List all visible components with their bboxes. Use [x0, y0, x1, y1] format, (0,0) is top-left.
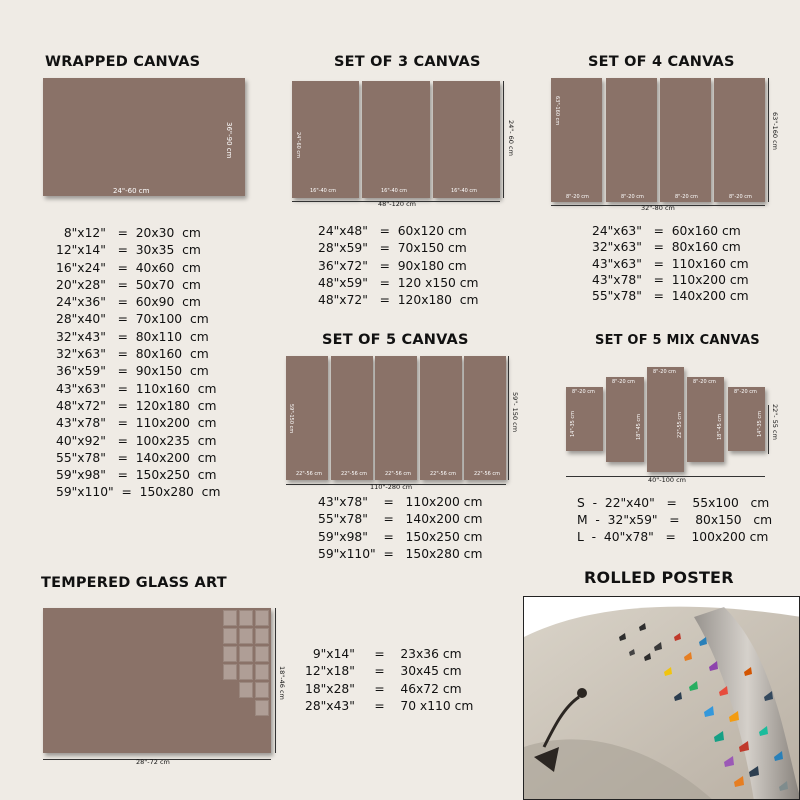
list-item: 59"x98" = 150x250 cm	[56, 468, 217, 483]
list-item: 43"x78" = 110x200 cm	[56, 416, 217, 431]
wrapped-size-list	[56, 226, 220, 503]
list-item: S - 22"x40" = 55x100 cm	[577, 496, 770, 510]
list-item: 43"x78" = 110x200 cm	[318, 495, 483, 509]
set5-panel-2	[331, 356, 373, 480]
mix5-panel-width-label: 8"-20 cm	[734, 389, 757, 395]
list-item: 18"x28" = 46x72 cm	[305, 681, 462, 696]
rolled-poster-illustration	[524, 597, 800, 800]
list-item: 9"x14" = 23x36 cm	[305, 647, 462, 661]
set3-panel-width-label: 16"-40 cm	[310, 188, 337, 194]
wrapped-height-label: 36"-90 cm	[225, 122, 233, 159]
set5-size-list	[318, 495, 482, 564]
list-item: 8"x12" = 20x30 cm	[56, 226, 201, 240]
set5-panel-width-label: 22"-56 cm	[430, 471, 457, 477]
rolled-poster-image	[523, 596, 800, 800]
list-item: 28"x59" = 70x150 cm	[318, 241, 467, 256]
set3-total-height-label: 24"- 60 cm	[507, 120, 515, 156]
list-item: 32"x43" = 80x110 cm	[56, 329, 209, 344]
set4-panel-width-label: 8"-20 cm	[675, 194, 698, 200]
set4-panel-width-label: 8"-20 cm	[621, 194, 644, 200]
set3-panel-3	[433, 81, 500, 198]
list-item: 55"x78" = 140x200 cm	[56, 450, 217, 465]
poster-title: ROLLED POSTER	[584, 568, 734, 587]
list-item: L - 40"x78" = 100x200 cm	[577, 530, 769, 544]
set3-height-line	[503, 81, 504, 198]
list-item: 43"x78" = 110x200 cm	[592, 272, 749, 287]
mix5-tall-height-label: 22"-55 cm	[677, 411, 683, 438]
list-item: M - 32"x59" = 80x150 cm	[577, 513, 773, 527]
list-item: 16"x24" = 40x60 cm	[56, 260, 201, 275]
set5-panel-width-label: 22"-56 cm	[296, 471, 323, 477]
set4-panel-4	[714, 78, 765, 202]
mix5-small-height-label: 14"-35 cm	[757, 410, 763, 437]
set3-total-width-label: 48"-120 cm	[378, 200, 416, 208]
set5-height-line	[508, 356, 509, 480]
list-item: 28"x43" = 70 x110 cm	[305, 698, 474, 713]
list-item: 12"x14" = 30x35 cm	[56, 243, 201, 258]
list-item: 59"x98" = 150x250 cm	[318, 529, 483, 544]
list-item: 32"x63" = 80x160 cm	[56, 347, 209, 362]
set4-panel-height-label: 63"-160 cm	[554, 96, 560, 126]
list-item: 32"x63" = 80x160 cm	[592, 240, 741, 255]
set4-size-list	[592, 224, 749, 305]
list-item: 12"x18" = 30x45 cm	[305, 664, 462, 679]
set3-panel-2	[362, 81, 430, 198]
wrapped-width-label: 24"-60 cm	[113, 187, 150, 195]
set5-panel-4	[420, 356, 462, 480]
glass-panel	[43, 608, 271, 753]
glass-size-list	[305, 647, 473, 716]
list-item: 59"x110" = 150x280 cm	[318, 546, 483, 561]
mix5-total-width-label: 40"-100 cm	[648, 476, 686, 484]
list-item: 48"x59" = 120 x150 cm	[318, 275, 479, 290]
list-item: 24"x63" = 60x160 cm	[592, 224, 741, 238]
set3-title: SET OF 3 CANVAS	[334, 54, 481, 70]
set3-panel-1	[292, 81, 359, 198]
list-item: 20"x28" = 50x70 cm	[56, 277, 201, 292]
list-item: 28"x40" = 70x100 cm	[56, 312, 209, 327]
list-item: 40"x92" = 100x235 cm	[56, 433, 217, 448]
list-item: 48"x72" = 120x180 cm	[56, 398, 217, 413]
set3-panel-width-label: 16"-40 cm	[451, 188, 478, 194]
set4-total-height-label: 63"-160 cm	[771, 112, 779, 150]
list-item: 36"x59" = 90x150 cm	[56, 364, 209, 379]
set4-panel-width-label: 8"-20 cm	[566, 194, 589, 200]
mix5-panel-width-label: 8"-20 cm	[612, 379, 635, 385]
set3-panel-height-label: 24"-60 cm	[295, 132, 301, 159]
set5-title: SET OF 5 CANVAS	[322, 332, 469, 348]
glass-title: TEMPERED GLASS ART	[41, 575, 227, 591]
list-item: 59"x110" = 150x280 cm	[56, 485, 221, 500]
mix5-panel-width-label: 8"-20 cm	[693, 379, 716, 385]
set4-total-width-label: 32"-80 cm	[641, 204, 675, 212]
set3-size-list	[318, 224, 479, 310]
set5-panel-width-label: 22"-56 cm	[474, 471, 501, 477]
wrapped-canvas-title: WRAPPED CANVAS	[45, 54, 201, 70]
set5-total-width-label: 110"-280 cm	[370, 483, 413, 491]
set5-panel-width-label: 22"-56 cm	[341, 471, 368, 477]
list-item: 43"x63" = 110x160 cm	[592, 256, 749, 271]
set4-panel-2	[606, 78, 657, 202]
list-item: 24"x48" = 60x120 cm	[318, 224, 467, 238]
mix5-mid-height-label: 18"-45 cm	[636, 413, 642, 440]
wrapped-canvas-panel	[43, 78, 245, 196]
set5-panel-height-label: 59"-150 cm	[288, 404, 294, 434]
list-item: 55"x78" = 140x200 cm	[318, 512, 483, 527]
glass-width-label: 28"-72 cm	[136, 758, 170, 766]
set4-panel-width-label: 8"-20 cm	[729, 194, 752, 200]
mix5-small-height-label: 14"-35 cm	[570, 410, 576, 437]
mix5-total-height-label: 22"- 55 cm	[771, 404, 779, 440]
set5-total-height-label: 59"- 150 cm	[511, 392, 519, 433]
mix5-mid-height-label: 18"-45 cm	[717, 413, 723, 440]
set3-panel-width-label: 16"-40 cm	[381, 188, 408, 194]
mix5-panel-width-label: 8"-20 cm	[572, 389, 595, 395]
set4-height-line	[768, 78, 769, 202]
mix5-height-line	[768, 405, 769, 454]
set5-panel-3	[375, 356, 417, 480]
set5-panel-5	[464, 356, 506, 480]
list-item: 36"x72" = 90x180 cm	[318, 258, 467, 273]
set5-panel-width-label: 22"-56 cm	[385, 471, 412, 477]
glass-reflection	[221, 608, 271, 718]
glass-height-label: 18"-46 cm	[278, 666, 286, 700]
list-item: 43"x63" = 110x160 cm	[56, 381, 217, 396]
glass-height-line	[275, 608, 276, 753]
mix5-panel-width-label: 8"-20 cm	[653, 369, 676, 375]
mix5-title: SET OF 5 MIX CANVAS	[595, 333, 760, 348]
list-item: 48"x72" = 120x180 cm	[318, 293, 479, 308]
mix5-size-list	[577, 496, 772, 547]
list-item: 24"x36" = 60x90 cm	[56, 295, 201, 310]
list-item: 55"x78" = 140x200 cm	[592, 289, 749, 304]
set4-title: SET OF 4 CANVAS	[588, 54, 735, 70]
set4-panel-3	[660, 78, 711, 202]
